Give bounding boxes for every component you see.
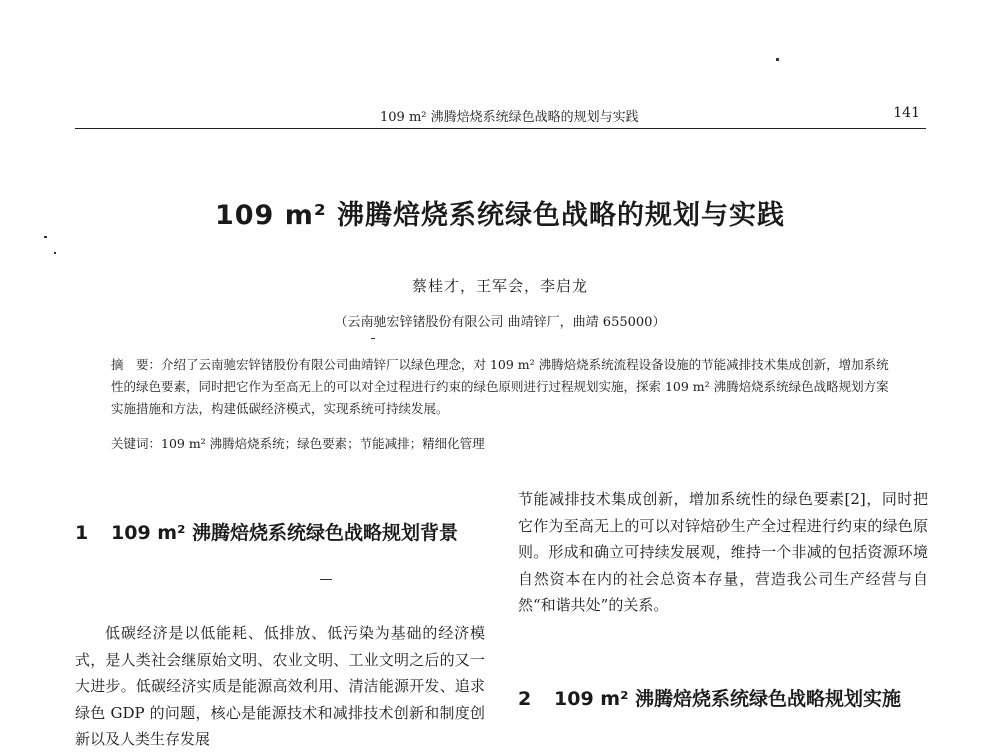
article-title: 109 m² 沸腾焙烧系统绿色战略的规划与实践 bbox=[214, 200, 786, 231]
scan-speck bbox=[320, 579, 332, 580]
section-1-heading bbox=[75, 517, 475, 587]
scan-speck bbox=[44, 236, 47, 238]
abstract-text: 摘 要：介绍了云南驰宏锌锗股份有限公司曲靖锌厂以绿色理念，对 109 m² 沸腾焙烧系统流程设备设施的节能减排技术集成创新，增加系统性的绿色要素，同时把它作为至高无上的可以对全过程进行约束的绿色原则进行过程规划实施，探索 109 m² 沸腾焙烧系统绿色战略规划方案实施措施和方法，构建低碳经济模式，实现系统可持续发展。 bbox=[111, 357, 889, 416]
author-list: 蔡桂才，王军会，李启龙 bbox=[411, 277, 588, 295]
abstract bbox=[111, 354, 901, 420]
section-2-heading bbox=[518, 683, 928, 753]
section-1-paragraph: 低碳经济是以低能耗、低排放、低污染为基础的经济模式，是人类社会继原始文明、农业文明、工业文明之后的又一大进步。低碳经济实质是能源高效利用、清洁能源开发、追求绿色 GDP 的问题，核心是能源技术和减排技术创新和制度创新以及人类生存发展 bbox=[75, 624, 485, 748]
section-1-number: 1 bbox=[75, 522, 89, 544]
header-rule bbox=[75, 128, 926, 129]
right-column-paragraph: 节能减排技术集成创新，增加系统性的绿色要素[2]，同时把它作为至高无上的可以对锌焙砂生产全过程进行约束的绿色原则。形成和确立可持续发展观，维持一个非减的包括资源环境自然资本在内的社会总资本存量，营造我公司生产经营与自然“和谐共处”的关系。 bbox=[518, 490, 928, 614]
section-2-number: 2 bbox=[518, 688, 532, 710]
affiliation: （云南驰宏锌锗股份有限公司 曲靖锌厂，曲靖 655000） bbox=[334, 315, 666, 330]
section-2-title: 109 m² 沸腾焙烧系统绿色战略规划实施 bbox=[554, 688, 902, 710]
section-1-title: 109 m² 沸腾焙烧系统绿色战略规划背景 bbox=[111, 522, 459, 544]
scan-speck bbox=[371, 338, 375, 339]
scan-speck bbox=[776, 58, 779, 61]
running-header bbox=[75, 104, 926, 126]
scan-speck bbox=[54, 252, 56, 254]
keywords: 关键词：109 m² 沸腾焙烧系统；绿色要素；节能减排；精细化管理 bbox=[111, 436, 485, 451]
running-title: 109 m² 沸腾焙烧系统绿色战略的规划与实践 bbox=[380, 110, 639, 125]
page-number: 141 bbox=[893, 105, 920, 121]
